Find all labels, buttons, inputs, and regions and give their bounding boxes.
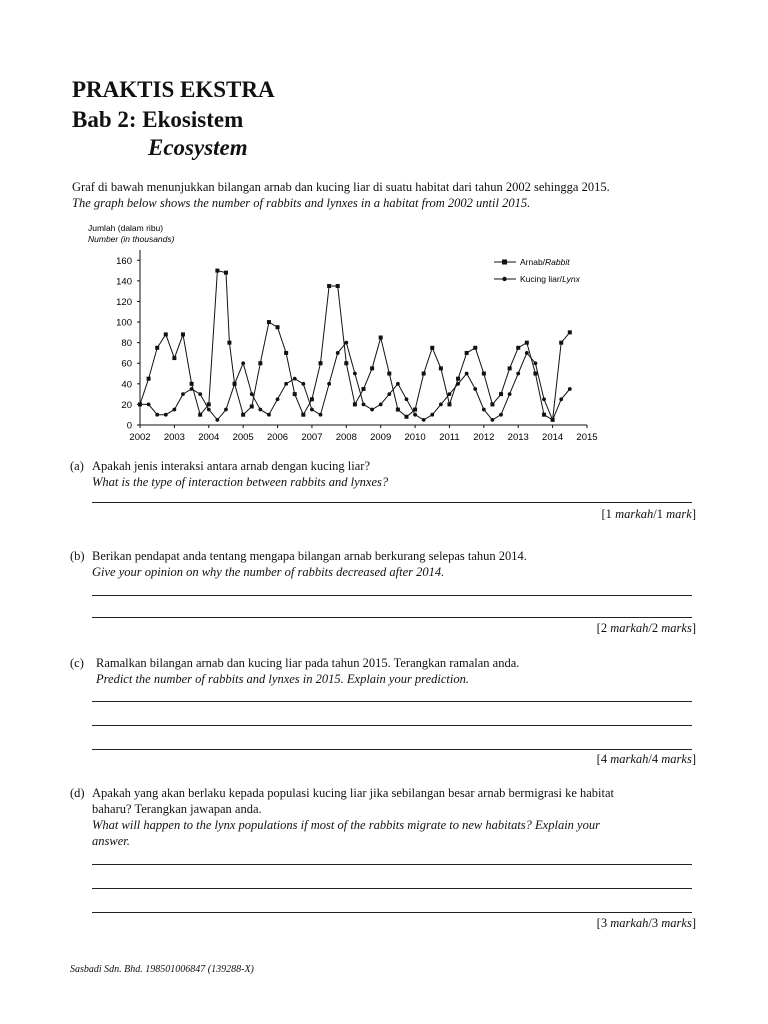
y-axis-label-malay: Jumlah (dalam ribu) xyxy=(88,223,164,233)
data-point-lynx xyxy=(241,361,245,365)
data-point-rabbit xyxy=(490,402,494,406)
data-point-rabbit xyxy=(362,387,366,391)
answer-line-d1[interactable] xyxy=(92,864,692,865)
data-point-lynx xyxy=(310,408,314,412)
data-point-lynx xyxy=(413,413,417,417)
legend xyxy=(494,257,581,284)
x-tick-label: 2004 xyxy=(198,432,220,443)
data-point-rabbit xyxy=(258,361,262,365)
data-point-rabbit xyxy=(568,330,572,334)
data-point-lynx xyxy=(379,403,383,407)
y-tick-label: 60 xyxy=(121,358,132,370)
data-point-lynx xyxy=(534,361,538,365)
data-point-rabbit xyxy=(164,332,168,336)
y-ticks xyxy=(116,256,140,432)
data-point-rabbit xyxy=(465,351,469,355)
answer-line-d3[interactable] xyxy=(92,912,692,913)
data-point-lynx xyxy=(284,382,288,386)
series-lynx xyxy=(138,341,572,422)
answer-line-c3[interactable] xyxy=(92,749,692,750)
question-b-english: Give your opinion on why the number of rabbits decreased after 2014. xyxy=(92,565,445,579)
x-tick-label: 2010 xyxy=(404,432,426,443)
marks-b: [2 markah/2 marks] xyxy=(596,621,696,635)
data-point-lynx xyxy=(508,392,512,396)
y-tick-label: 0 xyxy=(126,420,132,432)
answer-line-b1[interactable] xyxy=(92,595,692,596)
intro-malay: Graf di bawah menunjukkan bilangan arnab dan kucing liar di suatu habitat dari tahun 2002 sehingga 2015. xyxy=(72,180,610,194)
data-point-lynx xyxy=(465,372,469,376)
data-point-rabbit xyxy=(147,377,151,381)
data-point-lynx xyxy=(542,397,546,401)
data-point-rabbit xyxy=(396,408,400,412)
data-point-lynx xyxy=(525,351,529,355)
data-point-lynx xyxy=(353,372,357,376)
data-point-lynx xyxy=(516,372,520,376)
x-tick-label: 2007 xyxy=(301,432,323,443)
data-point-lynx xyxy=(430,413,434,417)
data-point-lynx xyxy=(198,392,202,396)
x-tick-label: 2015 xyxy=(576,432,598,443)
intro-english: The graph below shows the number of rabbits and lynxes in a habitat from 2002 until 2015. xyxy=(72,196,531,210)
x-tick-label: 2012 xyxy=(473,432,495,443)
x-tick-label: 2009 xyxy=(370,432,392,443)
question-d-english-1: What will happen to the lynx populations if most of the rabbits migrate to new habitats? Explain your xyxy=(92,818,600,832)
data-point-rabbit xyxy=(172,356,176,360)
legend-lynx-marker xyxy=(502,277,506,281)
data-point-lynx xyxy=(327,382,331,386)
data-point-rabbit xyxy=(413,408,417,412)
data-point-lynx xyxy=(559,397,563,401)
data-point-lynx xyxy=(155,413,159,417)
data-point-rabbit xyxy=(233,382,237,386)
y-tick-label: 160 xyxy=(116,255,132,267)
legend-rabbit-marker xyxy=(502,260,507,265)
data-point-lynx xyxy=(568,387,572,391)
x-tick-label: 2013 xyxy=(507,432,529,443)
data-point-lynx xyxy=(387,392,391,396)
data-point-lynx xyxy=(448,392,452,396)
data-point-lynx xyxy=(258,408,262,412)
data-point-rabbit xyxy=(482,372,486,376)
x-tick-label: 2014 xyxy=(542,432,564,443)
data-point-lynx xyxy=(276,397,280,401)
data-point-lynx xyxy=(405,397,409,401)
data-point-rabbit xyxy=(473,346,477,350)
data-point-rabbit xyxy=(198,413,202,417)
data-point-rabbit xyxy=(293,392,297,396)
data-point-rabbit xyxy=(456,377,460,381)
data-point-rabbit xyxy=(190,382,194,386)
data-point-rabbit xyxy=(439,366,443,370)
question-c-english: Predict the number of rabbits and lynxes in 2015. Explain your prediction. xyxy=(96,672,469,686)
data-point-rabbit xyxy=(499,392,503,396)
data-point-lynx xyxy=(473,387,477,391)
data-point-rabbit xyxy=(284,351,288,355)
data-point-rabbit xyxy=(227,341,231,345)
data-point-rabbit xyxy=(310,397,314,401)
y-axis-label-english: Number (in thousands) xyxy=(88,234,175,244)
data-point-rabbit xyxy=(430,346,434,350)
y-tick-label: 80 xyxy=(121,338,132,350)
y-tick-label: 140 xyxy=(116,276,132,288)
data-point-rabbit xyxy=(542,413,546,417)
data-point-rabbit xyxy=(387,372,391,376)
marks-d: [3 markah/3 marks] xyxy=(596,916,696,930)
question-c-label: (c) xyxy=(70,656,84,670)
data-point-lynx xyxy=(181,392,185,396)
data-point-lynx xyxy=(224,408,228,412)
data-point-lynx xyxy=(267,413,271,417)
question-b-malay: Berikan pendapat anda tentang mengapa bilangan arnab berkurang selepas tahun 2014. xyxy=(92,549,527,563)
data-point-lynx xyxy=(293,377,297,381)
data-point-rabbit xyxy=(559,341,563,345)
question-a-malay: Apakah jenis interaksi antara arnab dengan kucing liar? xyxy=(92,459,371,473)
data-point-rabbit xyxy=(353,402,357,406)
data-point-rabbit xyxy=(138,402,142,406)
x-tick-label: 2005 xyxy=(232,432,254,443)
data-point-lynx xyxy=(301,382,305,386)
data-point-rabbit xyxy=(155,346,159,350)
marks-a: [1 markah/1 mark] xyxy=(601,507,696,521)
x-tick-label: 2008 xyxy=(335,432,357,443)
data-point-rabbit xyxy=(207,402,211,406)
answer-line-b2[interactable] xyxy=(92,617,692,618)
data-point-rabbit xyxy=(276,325,280,329)
data-point-lynx xyxy=(396,382,400,386)
data-point-lynx xyxy=(164,413,168,417)
data-point-rabbit xyxy=(224,271,228,275)
chapter-title: Bab 2: Ekosistem xyxy=(72,107,244,132)
data-point-lynx xyxy=(482,408,486,412)
question-c-malay: Ramalkan bilangan arnab dan kucing liar pada tahun 2015. Terangkan ramalan anda. xyxy=(96,656,520,670)
answer-line-d2[interactable] xyxy=(92,888,692,889)
x-tick-label: 2011 xyxy=(439,432,460,443)
question-d-malay-1: Apakah yang akan berlaku kepada populasi kucing liar jika sebilangan besar arnab bermigrasi ke habitat xyxy=(92,786,615,800)
data-point-lynx xyxy=(319,413,323,417)
x-tick-label: 2006 xyxy=(266,432,289,443)
data-point-rabbit xyxy=(379,336,383,340)
question-d-label: (d) xyxy=(70,786,85,800)
data-point-rabbit xyxy=(422,372,426,376)
data-point-rabbit xyxy=(181,332,185,336)
legend-lynx-label: Kucing liar/Lynx xyxy=(520,274,580,284)
question-d-english-2: answer. xyxy=(92,834,130,848)
data-point-rabbit xyxy=(516,346,520,350)
data-point-rabbit xyxy=(241,413,245,417)
page-title: PRAKTIS EKSTRA xyxy=(72,77,275,102)
data-point-lynx xyxy=(491,418,495,422)
data-point-rabbit xyxy=(447,402,451,406)
y-tick-label: 100 xyxy=(116,317,132,329)
data-point-rabbit xyxy=(301,413,305,417)
data-point-rabbit xyxy=(319,361,323,365)
data-point-lynx xyxy=(422,418,426,422)
series-line-rabbit xyxy=(140,271,570,420)
data-point-rabbit xyxy=(508,366,512,370)
answer-line-c1[interactable] xyxy=(92,701,692,702)
data-point-lynx xyxy=(439,403,443,407)
marks-c: [4 markah/4 marks] xyxy=(596,752,696,766)
legend-rabbit-label: Arnab/Rabbit xyxy=(520,257,570,267)
question-a-label: (a) xyxy=(70,459,84,473)
data-point-rabbit xyxy=(215,269,219,273)
population-chart xyxy=(84,220,604,445)
data-point-lynx xyxy=(370,408,374,412)
data-point-rabbit xyxy=(336,284,340,288)
x-tick-label: 2003 xyxy=(163,432,185,443)
answer-line-a1[interactable] xyxy=(92,502,692,503)
data-point-rabbit xyxy=(525,341,529,345)
answer-line-c2[interactable] xyxy=(92,725,692,726)
publisher-footer: Sasbadi Sdn. Bhd. 198501006847 (139288-X) xyxy=(70,964,254,975)
data-point-lynx xyxy=(336,351,340,355)
data-point-rabbit xyxy=(533,372,537,376)
y-tick-label: 120 xyxy=(116,296,132,308)
question-d-malay-2: baharu? Terangkan jawapan anda. xyxy=(92,802,262,816)
data-point-rabbit xyxy=(551,418,555,422)
data-point-lynx xyxy=(207,408,211,412)
data-point-rabbit xyxy=(267,320,271,324)
question-a-english: What is the type of interaction between rabbits and lynxes? xyxy=(92,475,389,489)
data-point-lynx xyxy=(172,408,176,412)
data-point-rabbit xyxy=(370,366,374,370)
data-point-rabbit xyxy=(404,415,408,419)
data-point-lynx xyxy=(250,392,254,396)
data-point-lynx xyxy=(147,403,151,407)
y-tick-label: 20 xyxy=(121,399,132,411)
x-ticks xyxy=(129,425,597,443)
data-point-lynx xyxy=(215,418,219,422)
data-point-rabbit xyxy=(327,284,331,288)
question-b-label: (b) xyxy=(70,549,85,563)
data-point-lynx xyxy=(499,413,503,417)
data-point-rabbit xyxy=(344,361,348,365)
x-tick-label: 2002 xyxy=(129,432,151,443)
data-point-lynx xyxy=(344,341,348,345)
chapter-subtitle: Ecosystem xyxy=(148,135,248,160)
y-tick-label: 40 xyxy=(121,379,132,391)
data-point-lynx xyxy=(362,403,366,407)
data-point-rabbit xyxy=(250,404,254,408)
